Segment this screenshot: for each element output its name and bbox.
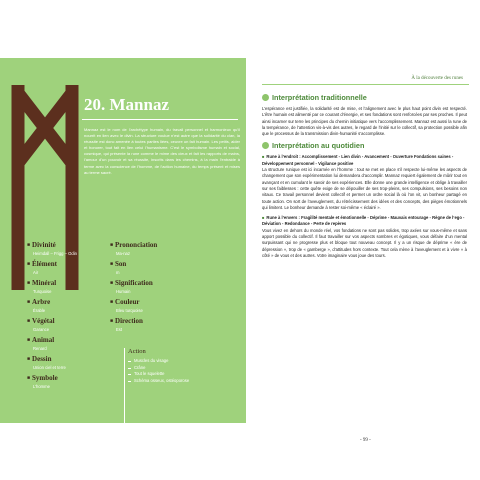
attribute-label: ■ Végétal [27, 317, 115, 327]
section-title: Interprétation traditionnelle [272, 93, 367, 102]
left-page [0, 58, 246, 423]
attributes-right [110, 241, 230, 336]
attribute-label: ■ Minéral [27, 279, 115, 289]
action-item: Schéma osseux, ostéoporose [128, 378, 226, 385]
square-bullet-icon: ■ [262, 215, 265, 221]
upright-heading-text: Rune à l’endroit : Accomplissement - Lien divin - Avancement - Ouverture Fondations saines - Développement personnel - Vigilance positive [262, 154, 454, 166]
attribute-value: Renard [33, 346, 47, 351]
attribute-value: m [116, 270, 120, 275]
attribute-label: ■ Arbre [27, 298, 115, 308]
attribute-mineral [27, 279, 115, 294]
attribute-pronunciation [110, 241, 230, 256]
attribute-meaning [110, 279, 230, 294]
rune-title: 20. Mannaz [84, 95, 169, 114]
attribute-value: Air [33, 270, 39, 275]
action-divider [124, 348, 125, 423]
bullet-circle-icon [262, 94, 269, 101]
attribute-plant [27, 317, 115, 332]
attribute-label: ■ Prononciation [110, 241, 230, 251]
attribute-sound [110, 260, 230, 275]
bullet-circle-icon [262, 142, 269, 149]
action-item: Crâne [128, 365, 226, 372]
attributes-left [27, 241, 115, 393]
attribute-label: ■ Signification [110, 279, 230, 289]
page-number: - 99 - [360, 438, 371, 443]
running-head-rule [262, 84, 469, 85]
section-title: Interprétation au quotidien [272, 141, 365, 151]
square-bullet-icon: ■ [262, 154, 265, 160]
attribute-value: Heimdall – Frigg – Odin [33, 251, 77, 256]
attribute-tree [27, 298, 115, 313]
traditional-paragraph: L’espérance est justifiée, la solidarité est de mise, et l’alignement avec le plus haut point divin est respecté. L’être humain est alimenté par ce courant d’énergie, et ses fondations sont renforcées par ses proches. Il peut ainsi incarner sur terre les principes du chemin initiatique vers l’accomplissement. Mannaz est aussi la rune de la tempérance, de l’attention vis-à-vis des autres, le regard de l’initié sur le collectif, sa protection possible afin que le processus de la transmission divin-humanité s’accomplisse. [262, 106, 467, 137]
attribute-value: Ma-naz [116, 251, 130, 256]
attribute-direction [110, 317, 230, 332]
attribute-value: Union ciel et terre [33, 365, 66, 370]
section-daily [262, 141, 467, 150]
attribute-value: Garance [33, 327, 50, 332]
attribute-label: ■ Couleur [110, 298, 230, 308]
action-item: Muscles du visage [128, 358, 226, 365]
attribute-label: ■ Direction [110, 317, 230, 327]
attribute-animal [27, 336, 115, 351]
attribute-value: Turquoise [33, 289, 52, 294]
reversed-heading [262, 215, 467, 228]
attribute-label: ■ Son [110, 260, 230, 270]
action-block [128, 348, 226, 384]
title-divider [82, 119, 238, 120]
action-heading: Action [128, 348, 146, 355]
attribute-label: ■ Divinité [27, 241, 115, 251]
right-page [262, 93, 467, 263]
attribute-label: ■ Symbole [27, 374, 115, 384]
attribute-drawing [27, 355, 115, 370]
upright-paragraph: La structure runique est ici incarnée en l’homme : tout se met en place s’il respecte lui-même les aspects de changement que son expérimentation lui demandera d’accomplir. Mannaz requiert également de mûrir tout en avançant et en cumulant le savoir de ses expériences. Elle donne une grande intelligence et oblige à travailler sur ses faiblesses : cette quête exige de se dépouiller de ses trop-pleins, ses compulsions, ses besoins non vitaux. Ce travail personnel devient collectif et permet un ordre social là où l’on vit, un bonheur partagé en toute action. On sort de l’aveuglement, du rétrécissement des idées et des concepts, des pièges émotionnels qui limitent. Le bonheur demande à rester soi-même « éclairé ». [262, 167, 467, 210]
reversed-paragraph: Vous vivez en dehors du monde réel, vos fondations ne sont pas solides, trop axées sur vous-même et sans apport possible du collectif. Il faut travailler sur vos aspects sombres et égotiques, vous défaire d’un mental surpuissant qui ne progresse plus et bloque tout nouveau concept. Il y a un risque de déprime « ère de dépression », trop de « gamberge », d’attitudes hors contexte. Tout cela mène à l’aveuglement et à vivre « à côté » de vous et des autres. Votre imaginaire vous joue des tours. [262, 227, 467, 258]
attribute-label: ■ Animal [27, 336, 115, 346]
attribute-value: Humain [116, 289, 131, 294]
intro-paragraph: Mannaz est le nom de l’archétype humain, du travail personnel et harmonieux qu’il nourrit en lien avec le divin. La structure voulue n’est autre que la solidarité du clan, la réussite est donc amenée à toutes parties liées, ceuvre un fait humain. Les petits, aider et honorer, tout fait en lien celui l’humanisme. C’est le symbolisme humain et social, cosmique, qui présente la rune comme le mime des cieux et fait les rapports de mains, l’amour d’un pouvoir et sa réussite, inscrits dans les chemins, à la main l’entraide à terme avec la conscience de l’homme, de l’action humaine, du temps présent et mises au terme sacré. [84, 127, 240, 175]
upright-heading [262, 154, 467, 167]
attribute-symbol [27, 374, 115, 389]
attribute-label: ■ Dessin [27, 355, 115, 365]
reversed-heading-text: Rune à l’envers : Fragilité mentale et émotionnelle - Déprime - Mauvais entourage - Règne de l’ego - Déviation - Redondance - Perte de repères [262, 215, 465, 227]
attribute-element [27, 260, 115, 275]
attribute-color [110, 298, 230, 313]
attribute-label: ■ Élément [27, 260, 115, 270]
attribute-divinity [27, 241, 115, 256]
section-traditional [262, 93, 467, 102]
attribute-value: Est [116, 327, 123, 332]
running-head: À la découverte des runes [411, 76, 463, 81]
attribute-value: Bleu turquoise [116, 308, 143, 313]
action-item: Tout le squelette [128, 371, 226, 378]
attribute-value: L’homme [33, 384, 50, 389]
attribute-value: Érable [33, 308, 46, 313]
